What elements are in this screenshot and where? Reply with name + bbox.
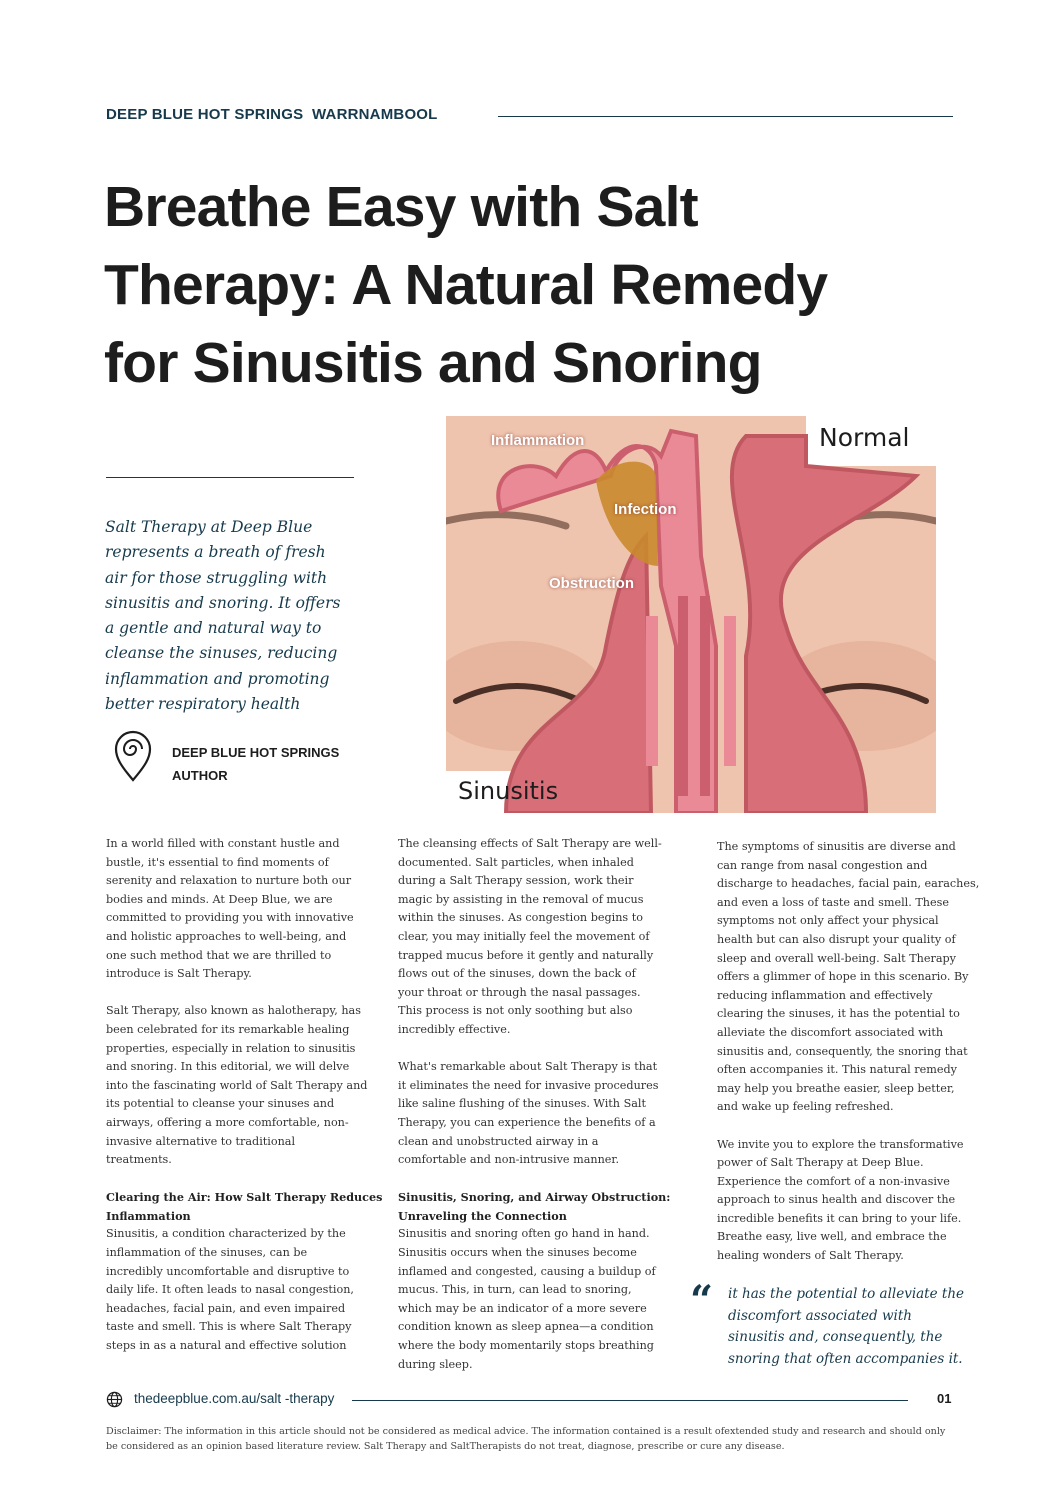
body-text-line: invasive alternative to traditional xyxy=(106,1134,296,1148)
body-text-line: bodies and minds. At Deep Blue, we are xyxy=(106,892,333,906)
pull-quote-line: it has the potential to alleviate the xyxy=(728,1286,964,1302)
body-text-line: The cleansing effects of Salt Therapy are well- xyxy=(398,837,662,850)
body-text-line: into the fascinating world of Salt Therapy and xyxy=(106,1078,368,1092)
header-divider xyxy=(498,116,953,117)
body-text-line: during a Salt Therapy session, work their xyxy=(398,874,634,888)
paragraph-gap xyxy=(717,1117,987,1136)
body-text-line: one such method that we are thrilled to xyxy=(106,948,332,962)
body-text-line: healing wonders of Salt Therapy. xyxy=(717,1249,904,1263)
body-text-line: documented. Salt particles, when inhaled xyxy=(398,855,634,869)
body-text-line: Sinusitis occurs when the sinuses become xyxy=(398,1246,637,1260)
body-text-line: and snoring. In this editorial, we will delve xyxy=(106,1060,350,1074)
label-obstruction: Obstruction xyxy=(549,575,634,592)
body-text-line: committed to providing you with innovative xyxy=(106,911,354,925)
body-text-line: alleviate the discomfort associated with xyxy=(717,1025,944,1039)
body-text-line: within the sinuses. As congestion begins to xyxy=(398,911,643,925)
body-text-line: where the body momentarily stops breathing xyxy=(398,1339,654,1353)
body-text-line: Therapy, you can experience the benefits of a xyxy=(398,1115,656,1129)
body-text-line: treatments. xyxy=(106,1153,172,1167)
section-subheading: Inflammation xyxy=(106,1208,191,1223)
author-role: AUTHOR xyxy=(172,768,228,783)
disclaimer-line: Disclaimer: The information in this article should not be considered as medical advice. The information contained is a result ofextended study and research and should only xyxy=(106,1426,946,1437)
body-text-line: inflamed and congested, causing a buildup of xyxy=(398,1264,656,1278)
intro-divider xyxy=(106,477,354,478)
spiral-pin-icon xyxy=(113,730,153,782)
publication-name: DEEP BLUE HOT SPRINGS WARRNAMBOOL xyxy=(106,106,438,123)
body-text-line: it eliminates the need for invasive procedures xyxy=(398,1078,659,1092)
body-text-line: clearing the sinuses, it has the potential to xyxy=(717,1007,960,1021)
paragraph-gap xyxy=(398,1040,668,1059)
disclaimer-line: be considered as an opinion based literature review. Salt Therapy and SaltTherapists do not treat, diagnose, prescribe or cure any disease. xyxy=(106,1440,785,1452)
body-text-line: clear, you may initially feel the movement of xyxy=(398,929,650,943)
article-title xyxy=(104,168,964,402)
title-line-2: Therapy: A Natural Remedy xyxy=(104,253,828,317)
paragraph-gap xyxy=(106,984,376,1003)
body-text-line: We invite you to explore the transformative xyxy=(717,1137,964,1151)
body-text-line: like saline flushing of the sinuses. With Salt xyxy=(398,1097,646,1111)
sinus-diagram-graphic xyxy=(446,416,936,813)
body-text-line: Sinusitis and snoring often go hand in hand. xyxy=(398,1227,650,1241)
footer-divider xyxy=(352,1400,908,1401)
intro-line: represents a breath of fresh xyxy=(105,543,326,562)
body-text-line: incredibly uncomfortable and disruptive to xyxy=(106,1264,350,1278)
paragraph-gap xyxy=(106,1170,376,1189)
intro-line: a gentle and natural way to xyxy=(105,619,322,638)
body-text-line: headaches, facial pain, and even impaired xyxy=(106,1301,346,1315)
intro-line: sinusitis and snoring. It offers xyxy=(105,593,341,612)
title-line-3: for Sinusitis and Snoring xyxy=(104,331,762,395)
body-text-line: incredible benefits it can bring to your life. xyxy=(717,1211,962,1225)
body-column-3 xyxy=(717,838,987,1266)
sinus-illustration xyxy=(446,416,936,813)
body-text-line: comfortable and non-intrusive manner. xyxy=(398,1153,620,1167)
body-text-line: incredibly effective. xyxy=(398,1022,511,1036)
intro-standfirst xyxy=(105,515,365,717)
body-text-line: mucus. This, in turn, can lead to snoring, xyxy=(398,1283,632,1297)
body-text-line: often accompanies it. This natural remedy xyxy=(717,1063,957,1077)
body-text-line: bustle, it's essential to find moments of xyxy=(106,855,329,869)
body-text-line: What's remarkable about Salt Therapy is that xyxy=(398,1060,658,1074)
body-text-line: discharge to headaches, facial pain, earaches, xyxy=(717,877,980,891)
body-text-line: trapped mucus before it gently and naturally xyxy=(398,948,654,962)
body-text-line: magic by assisting in the removal of mucus xyxy=(398,892,644,906)
website-link[interactable]: thedeepblue.com.au/salt -therapy xyxy=(134,1391,335,1406)
globe-icon xyxy=(106,1391,123,1408)
intro-line: Salt Therapy at Deep Blue xyxy=(105,518,313,536)
body-text-line: can range from nasal congestion and xyxy=(717,858,928,872)
body-text-line: introduce is Salt Therapy. xyxy=(106,967,252,981)
body-text-line: approach to sinus health and discover the xyxy=(717,1193,956,1207)
body-text-line: health but can also disrupt your quality of xyxy=(717,932,956,946)
body-text-line: your throat or through the nasal passages. xyxy=(398,985,641,999)
intro-line: better respiratory health xyxy=(105,695,301,714)
author-byline xyxy=(172,741,339,787)
body-text-line: and holistic approaches to well-being, and xyxy=(106,929,347,943)
body-text-line: daily life. It often leads to nasal congestion, xyxy=(106,1283,354,1297)
author-name: DEEP BLUE HOT SPRINGS xyxy=(172,745,340,760)
title-line-1: Breathe Easy with Salt xyxy=(104,175,698,239)
body-text-line: may help you breathe easier, sleep better, xyxy=(717,1081,955,1095)
body-text-line: been celebrated for its remarkable healing xyxy=(106,1022,350,1036)
label-inflammation: Inflammation xyxy=(491,432,585,449)
pull-quote-line: snoring that often accompanies it. xyxy=(728,1350,963,1367)
body-text-line: Breathe easy, live well, and embrace the xyxy=(717,1230,947,1244)
body-column-2 xyxy=(398,835,671,1374)
body-text-line: taste and smell. This is where Salt Therapy xyxy=(106,1320,352,1334)
section-subheading: Clearing the Air: How Salt Therapy Reduces xyxy=(106,1190,383,1205)
section-subheading: Unraveling the Connection xyxy=(398,1208,567,1223)
body-text-line: reducing inflammation and effectively xyxy=(717,988,933,1002)
body-text-line: In a world filled with constant hustle and xyxy=(106,837,340,850)
body-text-line: inflammation of the sinuses, can be xyxy=(106,1246,308,1260)
body-text-line: which may be an indicator of a more severe xyxy=(398,1301,647,1315)
pull-quote xyxy=(728,1284,964,1370)
pull-quote-line: discomfort associated with xyxy=(728,1307,912,1324)
pull-quote-line: sinusitis and, consequently, the xyxy=(728,1329,943,1345)
disclaimer xyxy=(106,1425,956,1454)
page-number: 01 xyxy=(937,1391,952,1406)
section-subheading: Sinusitis, Snoring, and Airway Obstruction: xyxy=(398,1190,671,1205)
label-sinusitis: Sinusitis xyxy=(458,777,559,805)
body-text-line: Sinusitis, a condition characterized by the xyxy=(106,1227,346,1241)
body-text-line: sleep and overall well-being. Salt Therapy xyxy=(717,951,957,965)
body-text-line: clean and unobstructed airway in a xyxy=(398,1134,599,1148)
label-normal: Normal xyxy=(819,423,910,452)
body-text-line: airways, offering a more comfortable, non- xyxy=(106,1115,349,1129)
body-text-line: condition known as sleep apnea—a condition xyxy=(398,1320,654,1334)
body-text-line: properties, especially in relation to sinusitis xyxy=(106,1041,356,1055)
body-text-line: offers a glimmer of hope in this scenario. By xyxy=(717,970,969,984)
body-text-line: This process is not only soothing but also xyxy=(398,1004,633,1018)
body-text-line: symptoms not only affect your physical xyxy=(717,914,939,928)
label-infection: Infection xyxy=(614,501,677,518)
body-text-line: and even a loss of taste and smell. These xyxy=(717,895,949,909)
body-column-1 xyxy=(106,835,383,1356)
body-text-line: power of Salt Therapy at Deep Blue. xyxy=(717,1156,924,1170)
intro-line: inflammation and promoting xyxy=(105,669,330,688)
body-text-line: Experience the comfort of a non-invasive xyxy=(717,1174,950,1188)
quote-mark-icon: “ xyxy=(690,1277,714,1324)
intro-line: air for those struggling with xyxy=(105,568,328,587)
body-text-line: The symptoms of sinusitis are diverse and xyxy=(717,840,956,853)
paragraph-gap xyxy=(398,1170,668,1189)
body-text-line: during sleep. xyxy=(398,1357,473,1371)
intro-line: cleanse the sinuses, reducing xyxy=(105,644,338,663)
body-text-line: steps in as a natural and effective solution xyxy=(106,1339,347,1353)
body-text-line: and wake up feeling refreshed. xyxy=(717,1100,894,1114)
body-text-line: sinusitis and, consequently, the snoring that xyxy=(717,1044,968,1058)
body-text-line: its potential to cleanse your sinuses and xyxy=(106,1097,335,1111)
body-text-line: Salt Therapy, also known as halotherapy, has xyxy=(106,1004,361,1018)
body-text-line: flows out of the sinuses, down the back of xyxy=(398,967,636,981)
body-text-line: serenity and relaxation to nurture both our xyxy=(106,874,352,888)
